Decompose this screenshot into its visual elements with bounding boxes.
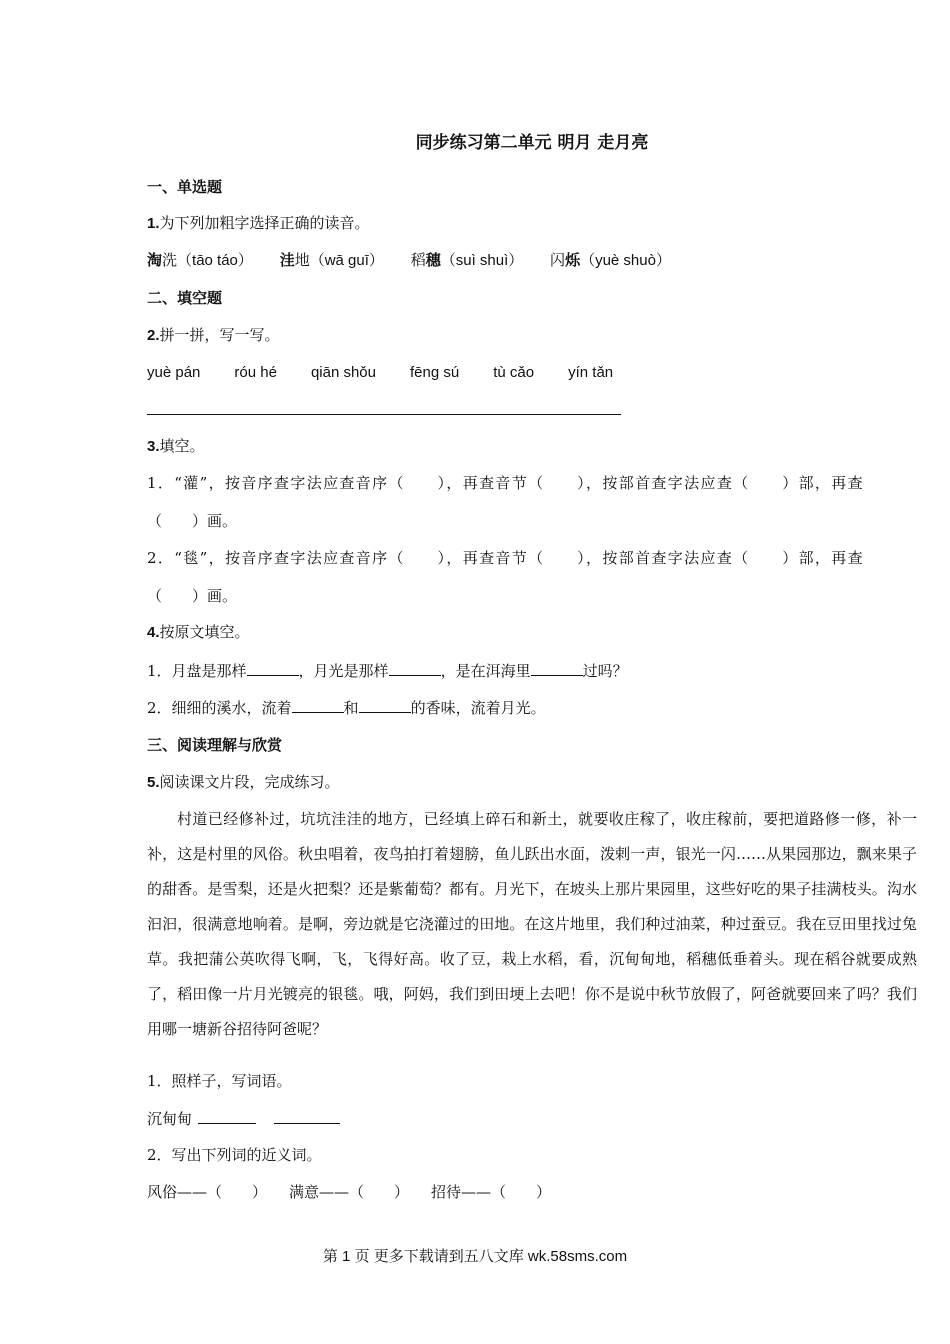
question-number: 4. (147, 624, 160, 641)
question-text: 拼一拼，写一写。 (159, 326, 280, 344)
question-3-item-2: 2．“毯”，按音序查字法应查音序（ ），再查音节（ ），按部首查字法应查（ ）部，再查 (147, 549, 864, 567)
reading-passage: 村道已经修补过，坑坑洼洼的地方，已经填上碎石和新土，就要收庄稼了，收庄稼前，要把道路修一修，补一补，这是村里的风俗。秋虫唱着，夜鸟拍打着翅膀，鱼儿跃出水面，泼剌一声，银光一闪……从果园那边，飘来果子的甜香。是雪梨，还是火把梨？还是紫葡萄？都有。月光下，在坡头上那片果园里，这些好吃的果子挂满枝头。沟水汩汩，很满意地响着。是啊，旁边就是它浇灌过的田地。在这片地里，我们种过油菜，种过蚕豆。我在豆田里找过兔草。我把蒲公英吹得飞啊，飞，飞得好高。收了豆，栽上水稻，看，沉甸甸地，稻穗低垂着头。现在稻谷就要成熟了，稻田像一片月光镀亮的银毯。哦，阿妈，我们到田埂上去吧！你不是说中秋节放假了，阿爸就要回来了吗？我们用哪一塘新谷招待阿爸呢？ (147, 810, 917, 1038)
pinyin-item: fēng sú (410, 364, 460, 381)
question-5 (147, 772, 340, 793)
pinyin-row (147, 362, 647, 383)
question-2 (147, 325, 280, 346)
question-number: 1. (147, 215, 160, 232)
option-3: 稻穗（suì shuì） (410, 251, 524, 269)
sub-question-1: 1．照样子，写词语。 (147, 1072, 292, 1090)
sub-question-2: 2．写出下列词的近义词。 (147, 1146, 322, 1164)
section-heading-2: 二、填空题 (147, 289, 223, 307)
option-2: 洼地（wā guī） (279, 251, 384, 269)
pinyin-item: yuè pán (147, 364, 201, 381)
fill-blank[interactable] (389, 660, 441, 676)
question-text: 为下列加粗字选择正确的读音。 (159, 214, 370, 232)
pinyin-item: róu hé (234, 364, 277, 381)
option-4: 闪烁（yuè shuò） (550, 251, 671, 269)
synonym-item: 招待——（ ） (431, 1183, 552, 1201)
question-4 (147, 622, 250, 643)
question-3-item-1: 1．“灌”，按音序查字法应查音序（ ），再查音节（ ），按部首查字法应查（ ）部，再查 (147, 474, 864, 492)
pinyin-item: yín tǎn (568, 364, 614, 381)
section-heading-1: 一、单选题 (147, 178, 223, 196)
question-3 (147, 436, 205, 457)
question-1-options (147, 250, 693, 271)
sub-question-1-answer (147, 1108, 340, 1129)
pinyin-item: tù cǎo (493, 364, 535, 381)
fill-blank[interactable] (274, 1108, 340, 1124)
question-text: 填空。 (159, 437, 205, 455)
question-number: 3. (147, 438, 160, 455)
section-heading-3: 三、阅读理解与欣赏 (147, 736, 283, 754)
fill-blank[interactable] (359, 697, 411, 713)
synonym-item: 满意——（ ） (289, 1183, 410, 1201)
answer-line[interactable] (147, 414, 621, 415)
sub-question-2-items (147, 1182, 573, 1202)
synonym-item: 风俗——（ ） (147, 1183, 268, 1201)
question-3-item-1-cont: （ ）画。 (147, 512, 238, 530)
page-title: 同步练习第二单元 明月 走月亮 (415, 133, 649, 153)
question-3-item-2-cont: （ ）画。 (147, 587, 238, 605)
pinyin-item: qiān shǒu (310, 364, 376, 381)
question-4-item-2: 2．细细的溪水，流着 和 的香味，流着月光。 (147, 699, 546, 717)
fill-blank[interactable] (292, 697, 344, 713)
fill-blank[interactable] (531, 660, 583, 676)
option-1: 淘洗（tāo táo） (147, 251, 253, 269)
question-text: 阅读课文片段，完成练习。 (159, 773, 340, 791)
page-footer: 第 1 页 更多下载请到五八文库 wk.58sms.com (322, 1248, 628, 1265)
question-4-item-1: 1．月盘是那样 ，月光是那样 ，是在洱海里 过吗？ (147, 662, 628, 680)
question-1 (147, 213, 370, 234)
example-word: 沉甸甸 (147, 1110, 193, 1128)
question-number: 2. (147, 327, 160, 344)
fill-blank[interactable] (247, 660, 299, 676)
fill-blank[interactable] (198, 1108, 256, 1124)
question-number: 5. (147, 774, 160, 791)
question-text: 按原文填空。 (159, 623, 250, 641)
